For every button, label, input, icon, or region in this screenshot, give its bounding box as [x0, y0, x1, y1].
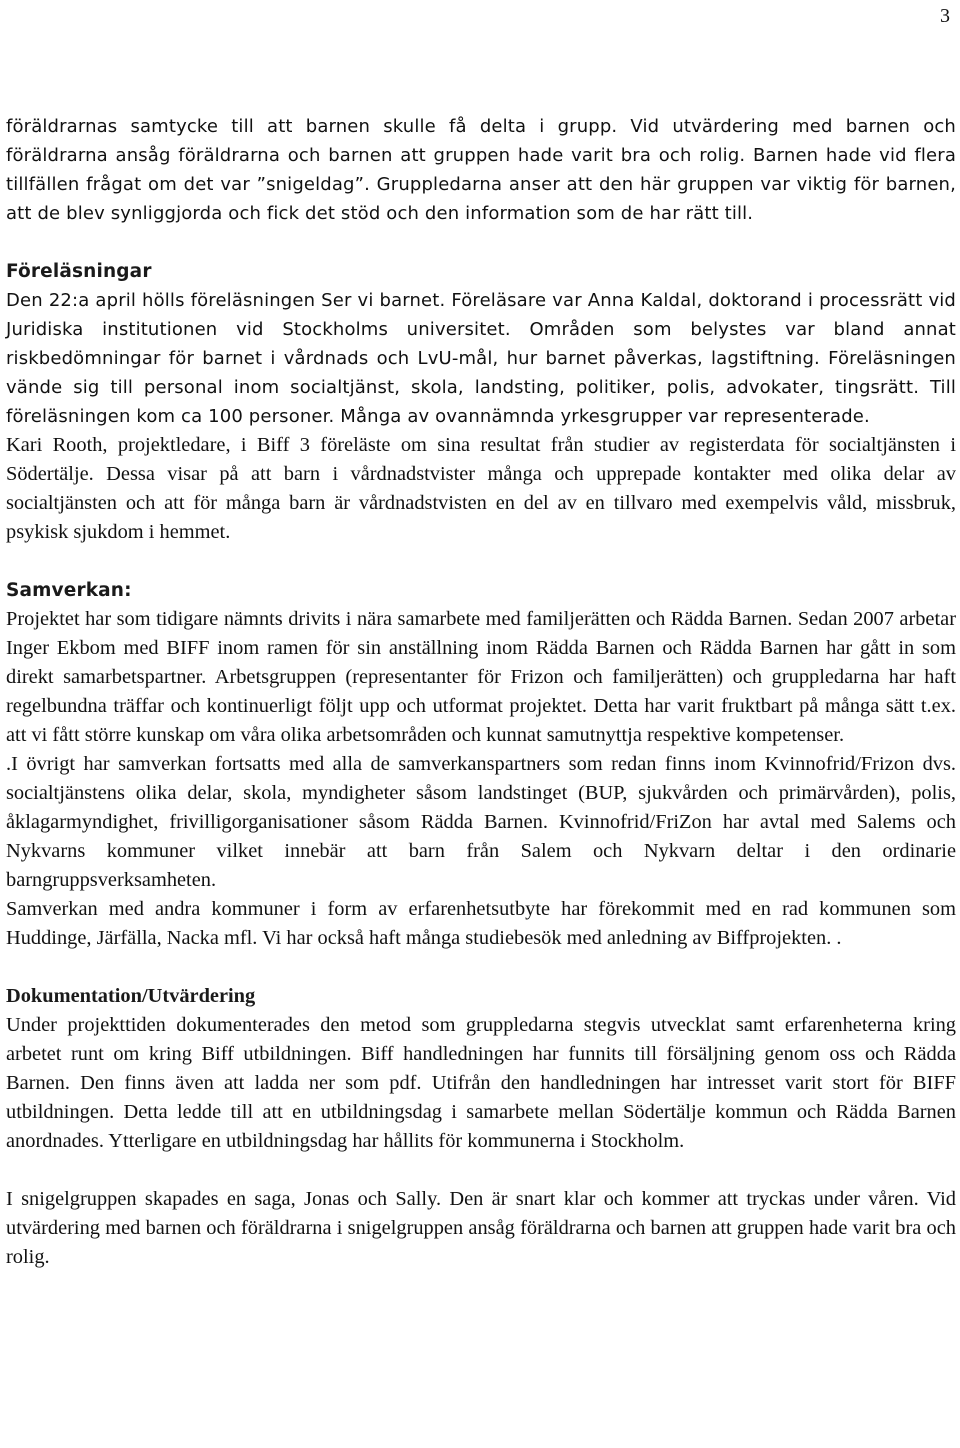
forelasningar-paragraph-1: Den 22:a april hölls föreläsningen Ser vi barnet. Föreläsare var Anna Kaldal, doktorand i processrätt vid Juridiska institutionen vid Stockholms universitet. Områden som belystes var bland annat riskbedömningar för barnet i vårdnads och LvU-mål, hur barnet påverkas, lagstiftning. Föreläsningen vände sig till personal inom socialtjänst, skola, landsting, politiker, polis, advokater, tingsrätt. Till föreläsningen kom ca 100 personer. Många av ovannämnda yrkesgrupper var representerade.: [6, 290, 956, 427]
samverkan-paragraph-3: Samverkan med andra kommuner i form av erfarenhetsutbyte har förekommit med en rad kommunen som Huddinge, Järfälla, Nacka mfl. Vi har också haft många studiebesök med anledning av Biffprojekten. .: [6, 898, 956, 949]
spacer: [6, 228, 956, 257]
section-heading-samverkan: Samverkan:: [6, 580, 132, 601]
spacer: [6, 953, 956, 982]
document-body: [6, 112, 956, 1272]
spacer: [6, 547, 956, 576]
dokumentation-paragraph-2: I snigelgruppen skapades en saga, Jonas och Sally. Den är snart klar och kommer att tryckas under våren. Vid utvärdering med barnen och föräldrarna i snigelgruppen ansåg föräldrarna och barnen att gruppen hade varit bra och rolig.: [6, 1188, 956, 1268]
samverkan-paragraph-2: .I övrigt har samverkan fortsatts med alla de samverkanspartners som redan finns inom Kvinnofrid/Frizon dvs. socialtjänstens olika delar, skola, myndigheter såsom landstinget (BUP, sjukvården och primärvården), polis, åklagarmyndighet, frivilligorganisationer såsom Rädda Barnen. Kvinnofrid/FriZon har avtal med Salems och Nykvarns kommuner vilket innebär att barn från Salem och Nykvarn deltar i den ordinarie barngruppsverksamheten.: [6, 753, 956, 891]
section-heading-forelasningar: Föreläsningar: [6, 261, 152, 282]
section-heading-dokumentation: Dokumentation/Utvärdering: [6, 985, 256, 1007]
dokumentation-paragraph-1: Under projekttiden dokumenterades den metod som gruppledarna stegvis utvecklat samt erfarenheterna kring arbetet runt om kring Biff utbildningen. Biff handledningen har funnits till försäljning genom oss och Rädda Barnen. Den finns även att ladda ner som pdf. Utifrån den handledningen har intresset varit stort för BIFF utbildningen. Detta ledde till att en utbildningsdag i samarbete mellan Södertälje kommun och Rädda Barnen anordnades. Ytterligare en utbildningsdag har hållits för kommunerna i Stockholm.: [6, 1014, 956, 1152]
samverkan-paragraph-1: Projektet har som tidigare nämnts drivits i nära samarbete med familjerätten och Rädda Barnen. Sedan 2007 arbetar Inger Ekbom med BIFF inom ramen för sin anställning inom Rädda Barnen och Rädda Barnen har gått in som direkt samarbetspartner. Arbetsgruppen (representanter för Frizon och familjerätten) och gruppledarna har haft regelbundna träffar och kontinuerligt följt upp och utformat projektet. Detta har varit fruktbart på många sätt t.ex. att vi fått större kunskap om våra olika arbetsområden och kunnat samutnyttja respektive kompetenser.: [6, 608, 956, 746]
intro-paragraph: föräldrarnas samtycke till att barnen skulle få delta i grupp. Vid utvärdering med barnen och föräldrarna ansåg föräldrarna och barnen att gruppen hade varit bra och rolig. Barnen hade vid flera tillfällen frågat om det var ”snigeldag”. Gruppledarna anser att den här gruppen var viktig för barnen, att de blev synliggjorda och fick det stöd och den information som de har rätt till.: [6, 116, 956, 224]
forelasningar-paragraph-2: Kari Rooth, projektledare, i Biff 3 föreläste om sina resultat från studier av registerdata för socialtjänsten i Södertälje. Dessa visar på att barn i vårdnadstvister många och upprepade kontakter med olika delar av socialtjänsten och att för många barn är vårdnadstvisten en del av en tillvaro med exempelvis våld, missbruk, psykisk sjukdom i hemmet.: [6, 434, 956, 543]
page-number: 3: [940, 5, 950, 27]
spacer: [6, 1156, 956, 1185]
